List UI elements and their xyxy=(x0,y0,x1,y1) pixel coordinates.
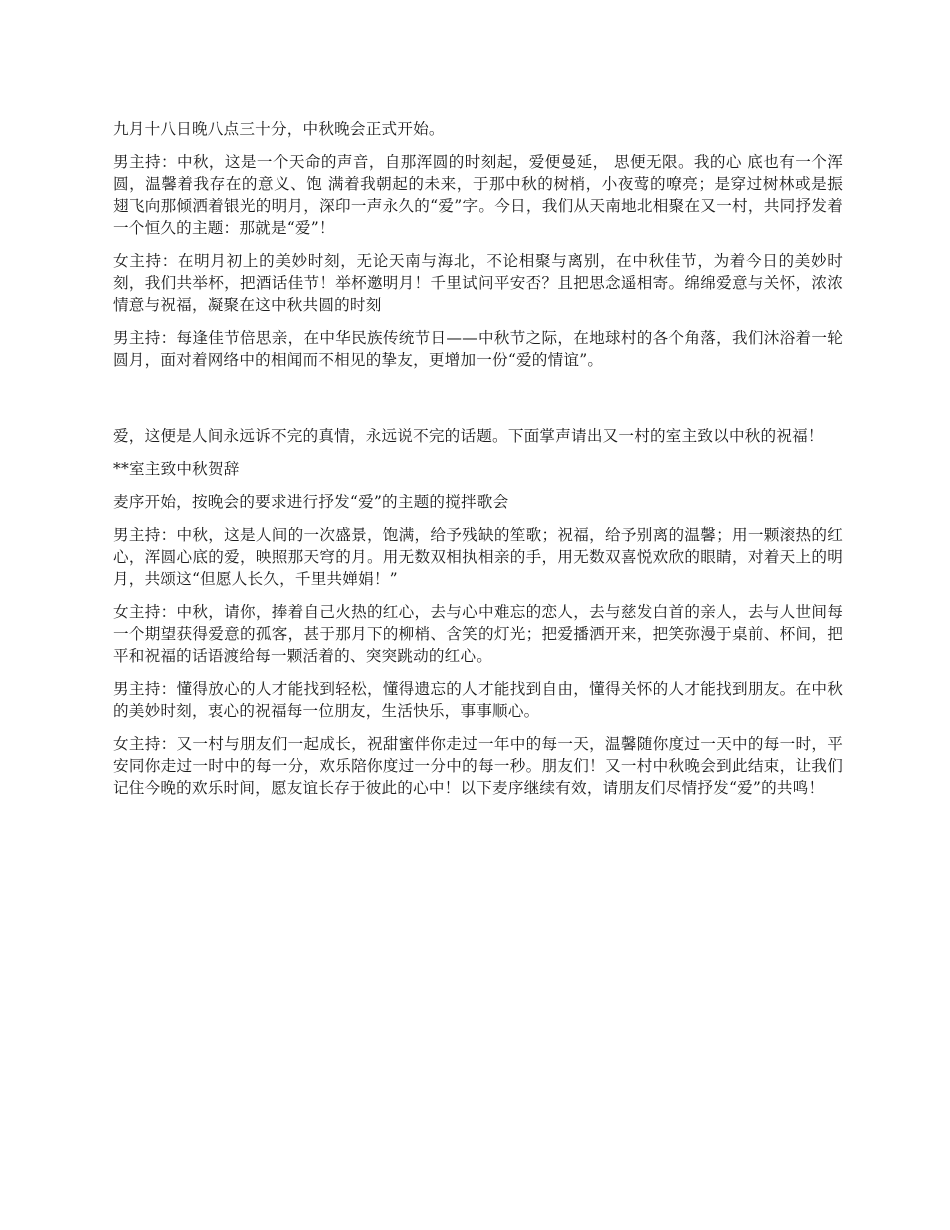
paragraph-male-host-2: 男主持：每逢佳节倍思亲，在中华民族传统节日——中秋节之际，在地球村的各个角落，我们沐浴着一轮圆月，面对着网络中的相闻而不相见的挚友，更增加一份“爱的情谊”。 xyxy=(113,329,843,369)
paragraph-male-host-3: 男主持：中秋，这是人间的一次盛景，饱满，给予残缺的笙歌；祝福，给予别离的温馨；用一颗滚热的红心，浑圆心底的爱，映照那天穹的月。用无数双相执相亲的手，用无数双喜悦欢欣的眼睛，对着天上的明月，共颂这“但愿人长久，千里共婵娟！” xyxy=(113,526,843,588)
paragraph-opening: 九月十八日晚八点三十分，中秋晚会正式开始。 xyxy=(113,120,445,138)
paragraph-male-host-1: 男主持：中秋，这是一个天命的声音，自那浑圆的时刻起，爱便曼延， 思便无限。我的心 底也有一个浑圆，温馨着我存在的意义、饱 满着我朝起的未来，于那中秋的树梢，小夜莺的嘹亮；是穿过树林或是振翅飞向那倾洒着银光的明月，深印一声永久的“爱”字。今日，我们从天南地北相聚在又一村，共同抒发着一个恒久的主题：那就是“爱”！ xyxy=(113,153,843,237)
paragraph-love-intro: 爱，这便是人间永远诉不完的真情，永远说不完的话题。下面掌声请出又一村的室主致以中秋的祝福！ xyxy=(113,427,824,445)
paragraph-female-host-1: 女主持：在明月初上的美妙时刻，无论天南与海北，不论相聚与离别，在中秋佳节，为着今日的美妙时刻，我们共举杯，把酒话佳节！举杯邀明月！千里试问平安否？且把思念遥相寄。绵绵爱意与关怀，浓浓情意与祝福，凝聚在这中秋共圆的时刻 xyxy=(113,252,843,314)
paragraph-male-host-4: 男主持：懂得放心的人才能找到轻松，懂得遗忘的人才能找到自由，懂得关怀的人才能找到朋友。在中秋的美妙时刻，衷心的祝福每一位朋友，生活快乐，事事顺心。 xyxy=(113,680,843,720)
document-page xyxy=(113,118,843,810)
paragraph-female-host-2: 女主持：中秋，请你，捧着自己火热的红心，去与心中难忘的恋人，去与慈发白首的亲人，去与人世间每一个期望获得爱意的孤客，甚于那月下的柳梢、含笑的灯光；把爱播洒开来，把笑弥漫于桌前、杯间，把平和祝福的话语渡给每一颗活着的、突突跳动的红心。 xyxy=(113,603,843,665)
paragraph-mic-order: 麦序开始，按晚会的要求进行抒发“爱”的主题的搅拌歌会 xyxy=(113,493,509,511)
paragraph-female-host-closing: 女主持：又一村与朋友们一起成长，祝甜蜜伴你走过一年中的每一天，温馨随你度过一天中的每一时，平安同你走过一时中的每一分，欢乐陪你度过一分中的每一秒。朋友们！又一村中秋晚会到此结束，让我们记住今晚的欢乐时间，愿友谊长存于彼此的心中！以下麦序继续有效，请朋友们尽情抒发“爱”的共鸣！ xyxy=(113,735,843,797)
paragraph-host-greeting: **室主致中秋贺辞 xyxy=(113,460,240,478)
